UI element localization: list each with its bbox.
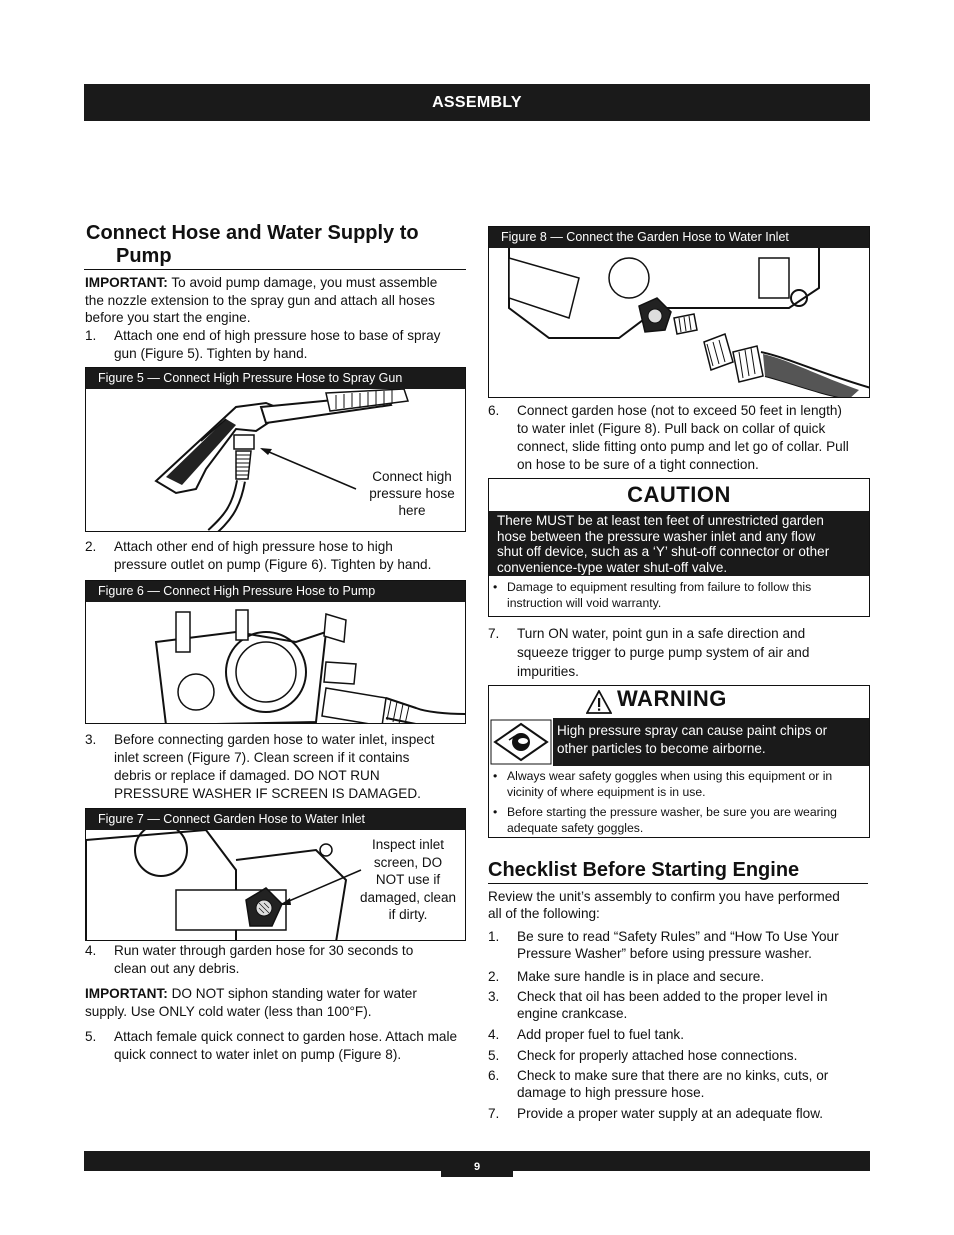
caution-title: CAUTION [627,482,731,507]
checklist [488,928,873,1126]
important-note-2: IMPORTANT: DO NOT siphon standing water for water supply. Use ONLY cold water (less than 100°F). [85,986,417,1019]
checklist-heading: Checklist Before Starting Engine [488,859,800,881]
checklist-rule [488,883,868,884]
checklist-item: 1. Be sure to read “Safety Rules” and “How To Use Your Pressure Washer” before using pressure washer. [488,929,839,961]
checklist-item: 7. Provide a proper water supply at an adequate flow. [488,1106,824,1121]
warning-bullet: • Always wear safety goggles when using this equipment or in vicinity of where equipment is in use. [493,769,833,799]
figure-6 [85,580,466,724]
figure-7-caption: Figure 7 — Connect Garden Hose to Water Inlet [86,809,465,830]
figure-8-caption: Figure 8 — Connect the Garden Hose to Water Inlet [489,227,869,248]
warning-message: High pressure spray can cause paint chips or other particles to become airborne. [553,718,869,766]
checklist-intro: Review the unit’s assembly to confirm you have performed all of the following: [488,889,840,921]
warning-bullets [489,768,867,836]
section-header [84,84,870,121]
heading-rule [84,269,466,270]
page-number: 9 [441,1151,513,1177]
pump-illustration [86,602,466,724]
checklist-item: 3. Check that oil has been added to the proper level in engine crankcase. [488,989,828,1021]
important-note-1: IMPORTANT: To avoid pump damage, you must assemble the nozzle extension to the spray gun and attach all hoses before you start the engine. [85,275,438,325]
figure-5-callout: Connect high pressure hose here [369,469,455,518]
warning-bullet: • Before starting the pressure washer, be sure you are wearing adequate safety goggles. [493,805,837,835]
checklist-item: 4. Add proper fuel to fuel tank. [488,1027,685,1042]
warning-box [488,685,870,838]
checklist-item: 5. Check for properly attached hose connections. [488,1048,798,1063]
caution-message: There MUST be at least ten feet of unrestricted garden hose between the pressure washer inlet and any flow shut off device, such as a ‘Y’ shut-off connector or other convenience-type water shut-off valve. [489,511,869,576]
caution-box [488,478,870,617]
garden-hose-illustration [489,248,870,398]
warning-title: WARNING [617,686,727,711]
caution-bullets [489,579,867,611]
figure-5-caption: Figure 5 — Connect High Pressure Hose to Spray Gun [86,368,465,389]
warning-title-row [489,686,869,718]
figure-5 [85,367,466,532]
checklist-item: 6. Check to make sure that there are no kinks, cuts, or damage to high pressure hose. [488,1068,829,1100]
figure-8 [488,226,870,398]
section-title: ASSEMBLY [432,93,522,111]
checklist-item: 2. Make sure handle is in place and secure. [488,969,765,984]
figure-7 [85,808,466,941]
figure-7-callout: Inspect inlet screen, DO NOT use if damaged, clean if dirty. [359,837,457,922]
warning-triangle-icon [586,690,612,714]
figure-6-caption: Figure 6 — Connect High Pressure Hose to Pump [86,581,465,602]
section-heading: Connect Hose and Water Supply to Pump [86,222,419,267]
caution-bullet: • Damage to equipment resulting from failure to follow this instruction will void warranty. [493,580,812,610]
goggles-icon [489,718,553,766]
